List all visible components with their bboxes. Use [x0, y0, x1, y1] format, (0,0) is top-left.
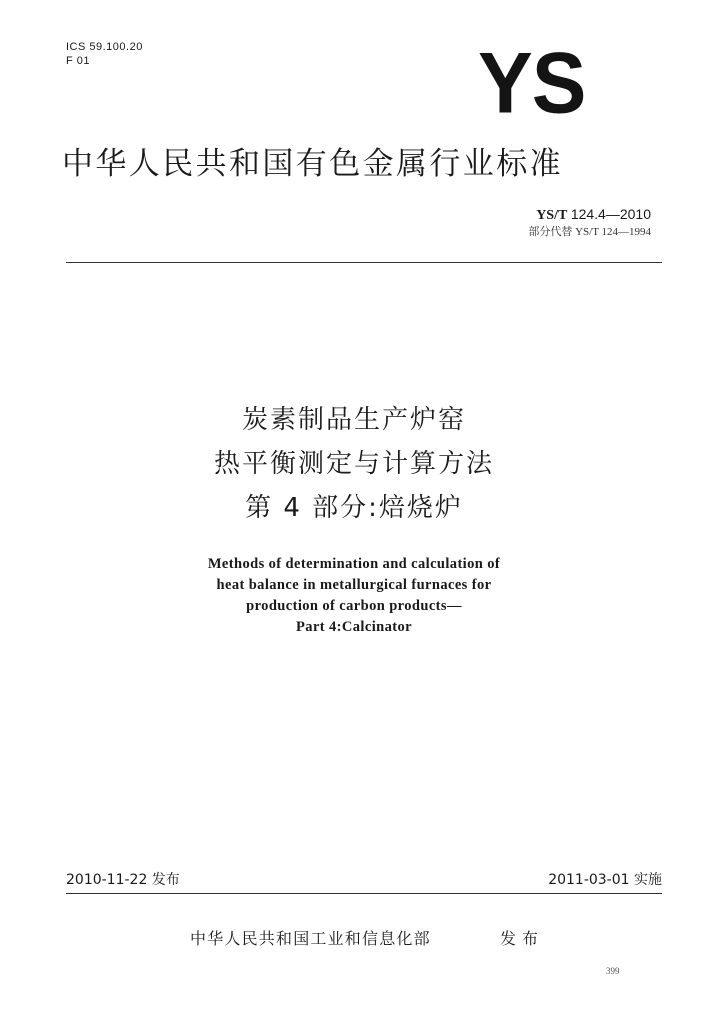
chinese-title-line-1: 炭素制品生产炉窑 — [241, 405, 466, 435]
english-title-line-4: Part 4:Calcinator — [296, 619, 412, 635]
header-divider — [66, 262, 662, 263]
issuing-authority: 中华人民共和国工业和信息化部 — [190, 929, 431, 948]
page-number: 399 — [606, 966, 620, 976]
replaces-note: 部分代替 YS/T 124—1994 — [528, 226, 651, 238]
chinese-title — [100, 398, 608, 530]
footer-divider — [66, 893, 662, 894]
standard-code-number: 124.4—2010 — [570, 206, 651, 222]
english-title-line-2: heat balance in metallurgical furnaces for — [216, 577, 492, 593]
standard-code — [528, 206, 651, 224]
ys-logo — [478, 35, 626, 132]
header-title: 中华人民共和国有色金属行业标准 — [62, 146, 563, 182]
english-title — [100, 554, 608, 638]
ys-logo-text: YS — [478, 35, 586, 132]
chinese-title-line-2: 热平衡测定与计算方法 — [213, 449, 494, 479]
english-title-line-3: production of carbon products— — [246, 598, 462, 614]
chinese-title-line-3: 第 4 部分:焙烧炉 — [245, 493, 463, 523]
standard-code-block — [528, 206, 651, 241]
classification-codes — [66, 40, 143, 68]
issue-action: 发布 — [500, 929, 545, 948]
english-title-line-1: Methods of determination and calculation of — [207, 556, 501, 572]
ics-code: ICS 59.100.20 — [66, 41, 143, 53]
implementation-date: 2011-03-01 实施 — [548, 872, 662, 888]
ccs-code: F 01 — [66, 55, 91, 67]
standard-code-prefix: YS/T — [536, 208, 568, 223]
issue-date: 2010-11-22 发布 — [66, 872, 180, 888]
